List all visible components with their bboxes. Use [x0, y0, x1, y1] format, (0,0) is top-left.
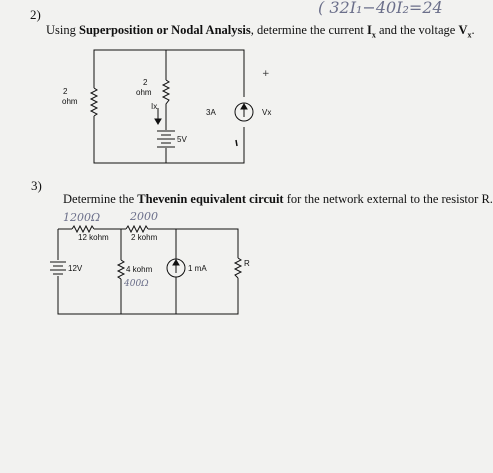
- c2-battery-label: 12V: [68, 264, 83, 273]
- c1-current-source-label: 3A: [206, 108, 216, 117]
- question-3-text: Determine the Thevenin equivalent circuit for the network external to the resistor R.: [63, 192, 493, 206]
- question-3-number: 3): [31, 178, 42, 193]
- circuit-2-r3: [118, 260, 124, 279]
- circuit-2-r1: [72, 226, 94, 232]
- question-2-number: 2): [30, 7, 41, 22]
- c2-r1-label: 12 kohm: [78, 233, 109, 242]
- c1-voltage-source-label: 5V: [177, 135, 187, 144]
- c1-ix-label: Ix: [151, 102, 158, 111]
- handwritten-equation: ( 32I₁−40I₂=24: [318, 0, 443, 17]
- circuit-1: [89, 50, 253, 163]
- c2-r3-label: 4 kohm: [126, 265, 153, 274]
- circuit-1-frame-wire: [94, 50, 244, 163]
- c1-mid-r-value: 2: [143, 78, 148, 87]
- handwritten-r2: 2000: [130, 210, 158, 223]
- handwritten-r3: 400Ω: [124, 279, 149, 289]
- c2-current-source-label: 1 mA: [188, 264, 207, 273]
- c1-mid-r-unit: ohm: [136, 88, 152, 97]
- c1-vx-label: Vx: [262, 108, 272, 117]
- c1-left-r-unit: ohm: [62, 97, 78, 106]
- c1-left-r-value: 2: [63, 87, 68, 96]
- question-2-text: Using Superposition or Nodal Analysis, determine the current $I_x$ and the voltage $V_x$.: [46, 23, 475, 40]
- circuit-2-r2: [126, 226, 148, 232]
- c2-r2-label: 2 kohm: [131, 233, 158, 242]
- c1-minus-mark: [236, 140, 237, 146]
- handwritten-r1: 1200Ω: [63, 211, 101, 224]
- c1-plus-mark: +: [262, 69, 270, 79]
- c2-load-label: R: [244, 259, 250, 268]
- circuit-1-battery: [157, 131, 175, 147]
